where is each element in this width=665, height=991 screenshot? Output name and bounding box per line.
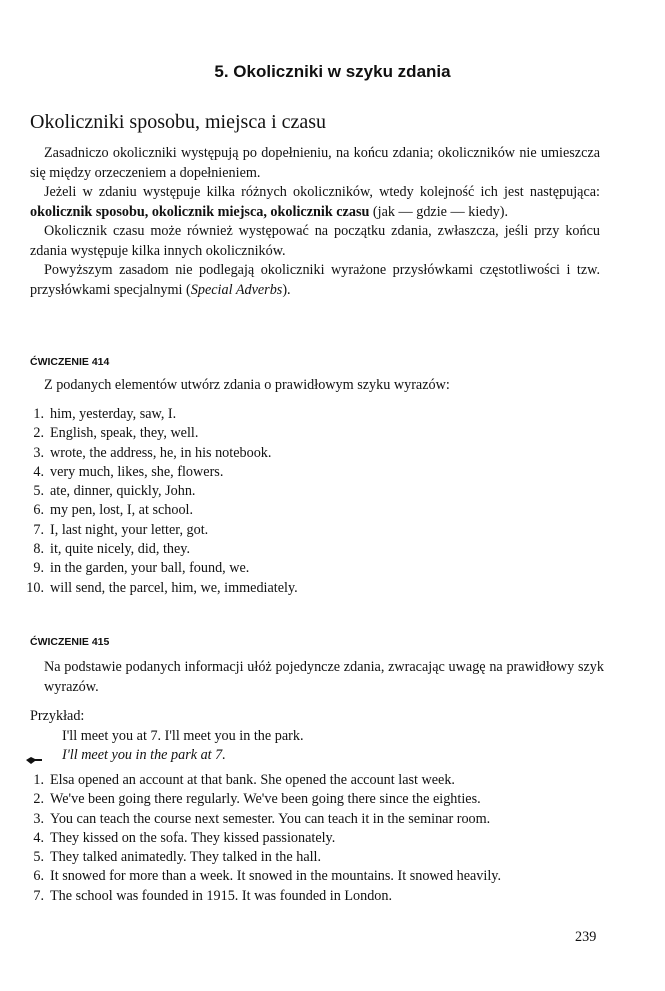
pointing-hand-icon <box>26 752 40 760</box>
example-input: I'll meet you at 7. I'll meet you in the park. <box>62 727 304 744</box>
list-item-text: in the garden, your ball, found, we. <box>50 560 250 577</box>
list-item <box>26 463 298 482</box>
list-item <box>26 521 298 540</box>
list-item-number: 3. <box>33 810 44 827</box>
list-item-number: 6. <box>33 868 44 885</box>
list-item-text: my pen, lost, I, at school. <box>50 502 194 519</box>
chapter-title: 5. Okoliczniki w szyku zdania <box>214 62 451 81</box>
intro-text <box>30 144 600 300</box>
list-item-text: The school was founded in 1915. It was founded in London. <box>50 887 393 904</box>
list-item-number: 4. <box>33 463 44 480</box>
list-item-number: 4. <box>33 829 44 846</box>
example-answer-row <box>30 746 610 766</box>
list-item-text: ate, dinner, quickly, John. <box>50 483 196 500</box>
paragraph-4-italic: Special Adverbs <box>190 281 283 298</box>
example-label: Przykład: <box>30 708 85 724</box>
list-item-number: 10. <box>26 579 44 596</box>
list-item <box>26 848 501 867</box>
list-item-number: 9. <box>33 560 44 577</box>
exercise-415-heading: ĆWICZENIE 415 <box>30 636 110 648</box>
list-item-text: English, speak, they, well. <box>50 425 199 442</box>
list-item <box>26 887 501 906</box>
list-item <box>26 810 501 829</box>
list-item-text: him, yesterday, saw, I. <box>50 406 177 422</box>
paragraph-1: Zasadniczo okoliczniki występują po dopełnieniu, na końcu zdania; okoliczników nie umieszcza się między orzeczeniem a dopełnieniem. <box>30 145 600 181</box>
list-item-number: 7. <box>33 887 44 904</box>
list-item-text: You can teach the course next semester. You can teach it in the seminar room. <box>50 810 491 827</box>
paragraph-4 <box>30 261 600 300</box>
list-item <box>26 482 298 501</box>
list-item <box>26 540 298 559</box>
list-item <box>26 790 501 809</box>
exercise-414-list <box>26 405 298 598</box>
list-item-text: They talked animatedly. They talked in the hall. <box>50 849 322 866</box>
paragraph-2-post: (jak — gdzie — kiedy). <box>369 203 509 220</box>
exercise-415-list <box>26 771 501 906</box>
list-item-text: They kissed on the sofa. They kissed passionately. <box>50 829 336 846</box>
exercise-414-instruction: Z podanych elementów utwórz zdania o prawidłowym szyku wyrazów: <box>44 377 450 393</box>
list-item-number: 1. <box>33 406 44 422</box>
list-item-text: It snowed for more than a week. It snowed in the mountains. It snowed heavily. <box>50 868 501 885</box>
list-item-number: 7. <box>33 521 44 538</box>
paragraph-2-bold: okolicznik sposobu, okolicznik miejsca, okolicznik czasu <box>30 203 370 220</box>
list-item-text: wrote, the address, he, in his notebook. <box>50 444 272 461</box>
list-item-number: 8. <box>33 541 44 558</box>
list-item-number: 5. <box>33 483 44 500</box>
paragraph-3: Okolicznik czasu może również występować na początku zdania, zwłaszcza, jeśli przy końcu zdania występuje kilka innych okoliczników. <box>30 223 600 259</box>
list-item-number: 2. <box>33 425 44 442</box>
list-item <box>26 771 501 790</box>
list-item <box>26 579 298 598</box>
list-item <box>26 829 501 848</box>
example-answer: I'll meet you in the park at 7. <box>62 747 226 763</box>
paragraph-4-pre: Powyższym zasadom nie podlegają okoliczniki wyrażone przysłówkami częstotliwości i tzw. przysłówkami specjalnymi ( <box>30 262 600 298</box>
list-item-text: Elsa opened an account at that bank. She opened the account last week. <box>50 772 455 788</box>
paragraph-2-pre: Jeżeli w zdaniu występuje kilka różnych okoliczników, wtedy kolejność ich jest następująca: <box>44 184 600 200</box>
list-item-number: 3. <box>33 444 44 461</box>
list-item-number: 5. <box>33 849 44 866</box>
list-item <box>26 867 501 886</box>
exercise-415-instruction: Na podstawie podanych informacji ułóż pojedyncze zdania, zwracając uwagę na prawidłowy szyk wyrazów. <box>44 659 604 695</box>
example-block <box>30 707 610 766</box>
list-item <box>26 501 298 520</box>
list-item-text: I, last night, your letter, got. <box>50 521 209 538</box>
list-item <box>26 559 298 578</box>
list-item-number: 6. <box>33 502 44 519</box>
paragraph-2 <box>30 183 600 222</box>
list-item <box>26 444 298 463</box>
list-item-text: very much, likes, she, flowers. <box>50 463 224 480</box>
list-item-text: it, quite nicely, did, they. <box>50 541 191 558</box>
list-item-number: 1. <box>33 772 44 788</box>
list-item <box>26 424 298 443</box>
list-item-number: 2. <box>33 791 44 808</box>
exercise-414-heading: ĆWICZENIE 414 <box>30 356 110 368</box>
page-number: 239 <box>575 929 597 945</box>
list-item-text: We've been going there regularly. We've been going there since the eighties. <box>50 791 481 808</box>
paragraph-4-post: ). <box>282 281 291 298</box>
section-heading: Okoliczniki sposobu, miejsca i czasu <box>30 111 327 133</box>
list-item-text: will send, the parcel, him, we, immediately. <box>50 579 298 596</box>
list-item <box>26 405 298 424</box>
